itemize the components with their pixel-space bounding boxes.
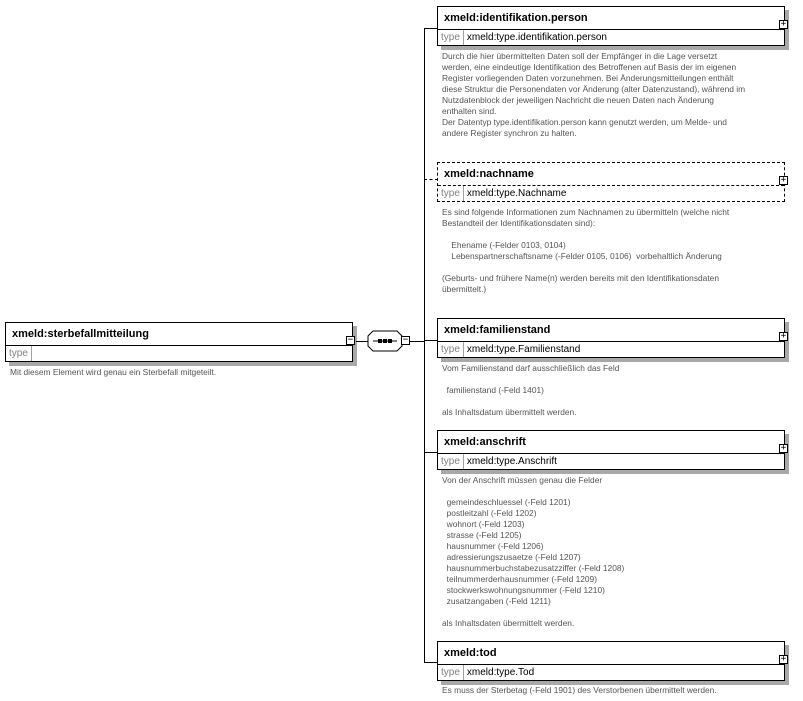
element-name: xmeld:nachname <box>438 163 784 186</box>
element-type-row <box>438 342 784 357</box>
expand-toggle[interactable]: + <box>780 331 787 341</box>
element-name: xmeld:anschrift <box>438 431 784 454</box>
element-description: Durch die hier übermittelten Daten soll der Empfänger in die Lage versetzt werden, eine eindeutige Identifikation des Betroffenen auf Basis der im eigenen Register vorliegenden Daten vorzunehmen. Bei Änderungsmitteilungen enthält diese Struktur die Personendaten vor Änderung (alter Datenzustand), während im Nutzdatenblock der jeweiligen Nachricht die neuen Daten nach Änderung enthalten sind. Der Datentyp type.identifikation.person kann genutzt werden, um Melde- und andere Register synchron zu halten. <box>442 51 746 138</box>
expand-toggle[interactable]: + <box>780 19 787 29</box>
type-label: type <box>438 30 464 45</box>
element-box-tod[interactable] <box>437 641 785 681</box>
element-box-anschrift[interactable] <box>437 430 785 470</box>
expand-toggle[interactable]: + <box>780 443 787 453</box>
element-name: xmeld:tod <box>438 642 784 665</box>
expand-toggle[interactable]: + <box>780 175 787 185</box>
root-element-box[interactable] <box>5 322 353 362</box>
sequence-collapse-toggle[interactable]: − <box>402 335 409 345</box>
element-description: Es sind folgende Informationen zum Nachnamen zu übermitteln (welche nicht Bestandteil der Identifikationsdaten sind): Ehename (-Felder 0103, 0104) Lebenspartnerschaftsname (-Felder 0105, 0106) vorbehaltlich Änderung (Geburts- und frühere Name(n) werden bereits mit den Identifikationsdaten übermittelt.) <box>442 207 730 294</box>
element-description: Vom Familienstand darf ausschließlich das Feld familienstand (-Feld 1401) als Inhaltsdatum übermittelt werden. <box>442 363 620 417</box>
element-type-value: xmeld:type.Nachname <box>466 188 567 199</box>
root-type-value <box>32 346 35 361</box>
branch-connector <box>424 340 438 341</box>
element-name: xmeld:familienstand <box>438 319 784 342</box>
element-type-value: xmeld:type.Familienstand <box>466 344 581 355</box>
element-box-familienstand[interactable] <box>437 318 785 358</box>
element-type-row <box>438 186 784 201</box>
element-box-identifikation-person[interactable] <box>437 6 785 46</box>
type-label: type <box>438 186 464 201</box>
branch-connector <box>424 28 438 29</box>
branch-connector <box>424 452 438 453</box>
element-type-row <box>438 30 784 45</box>
type-label: type <box>6 346 32 361</box>
element-description: Es muss der Sterbetag (-Feld 1901) des Verstorbenen übermittelt werden. <box>442 685 717 695</box>
root-type-row <box>6 346 352 361</box>
sequence-compositor-icon[interactable] <box>367 330 403 352</box>
expand-toggle[interactable]: + <box>780 654 787 664</box>
branch-connector-optional <box>424 179 438 180</box>
element-box-nachname[interactable] <box>437 162 785 202</box>
element-name: xmeld:identifikation.person <box>438 7 784 30</box>
root-collapse-toggle[interactable]: − <box>347 335 354 345</box>
element-type-value: xmeld:type.identifikation.person <box>466 32 607 43</box>
element-description: Von der Anschrift müssen genau die Felder gemeindeschluessel (-Feld 1201) postleitzahl (-Feld 1202) wohnort (-Feld 1203) strasse (-Feld 1205) hausnummer (-Feld 1206) adressierungszusaetze (-Feld 1207) hausnummerbuchstabezusatzziffer (-Feld 1208) teilnummerderhausnummer (-Feld 1209) stockwerkswohnungsnummer (-Feld 1210) zusatzangaben (-Feld 1211) als Inhaltsdaten übermittelt werden. <box>442 475 625 628</box>
element-type-row <box>438 665 784 680</box>
root-description: Mit diesem Element wird genau ein Sterbefall mitgeteilt. <box>10 367 217 377</box>
type-label: type <box>438 342 464 357</box>
type-label: type <box>438 665 464 680</box>
element-type-value: xmeld:type.Anschrift <box>466 456 557 467</box>
element-type-row <box>438 454 784 469</box>
sequence-connector <box>410 341 424 342</box>
root-element-name: xmeld:sterbefallmitteilung <box>6 323 352 346</box>
type-label: type <box>438 454 464 469</box>
sequence-trunk-line <box>424 28 425 662</box>
branch-connector <box>424 662 438 663</box>
element-type-value: xmeld:type.Tod <box>466 667 535 678</box>
